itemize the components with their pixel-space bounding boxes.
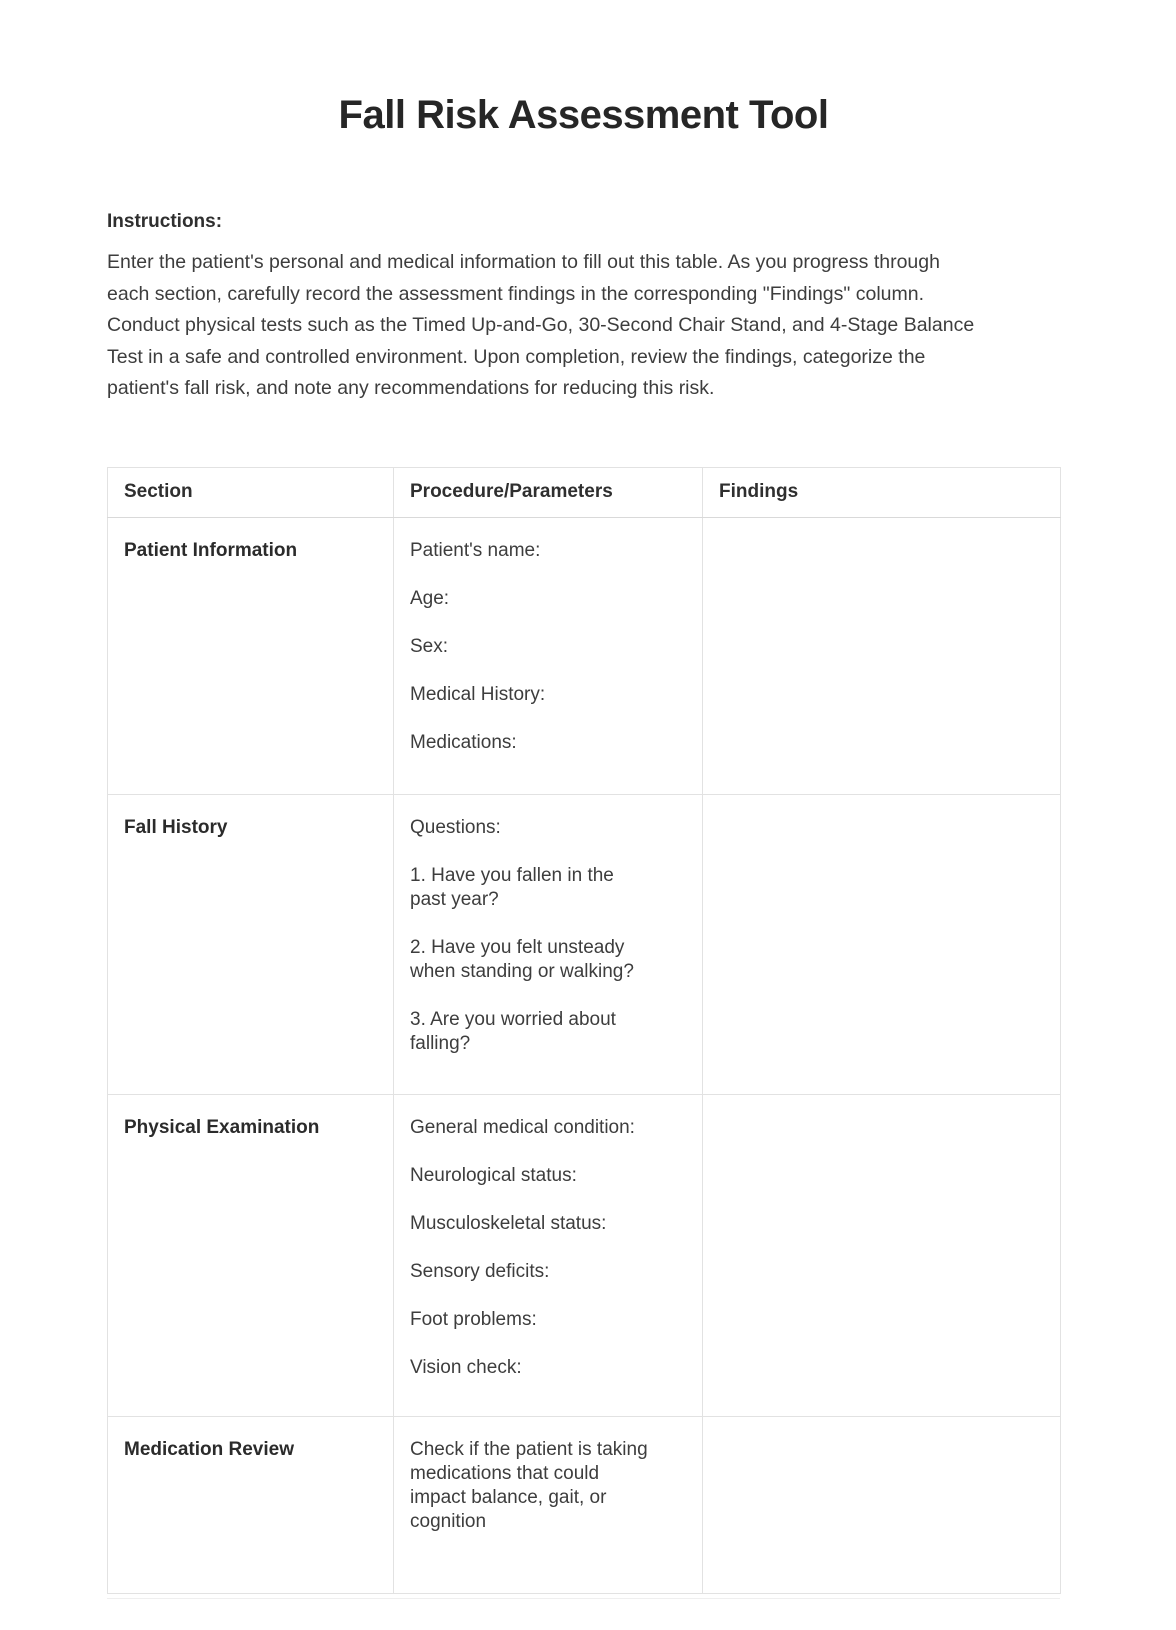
findings-cell <box>703 794 1061 1094</box>
assessment-table <box>107 467 1061 1594</box>
parameter-item: Neurological status: <box>410 1164 577 1186</box>
parameter-item: 3. Are you worried about falling? <box>410 1008 616 1054</box>
column-header-procedure-parameters: Procedure/Parameters <box>394 467 703 517</box>
table-header-row <box>108 467 1061 517</box>
parameter-item: Age: <box>410 587 450 609</box>
findings-cell <box>703 1416 1061 1593</box>
parameter-item: Medical History: <box>410 683 546 705</box>
table-row-patient-information <box>108 517 1061 794</box>
table-row-medication-review <box>108 1416 1061 1593</box>
parameters-cell <box>394 794 703 1094</box>
parameters-cell <box>394 1094 703 1416</box>
parameter-item: Medications: <box>410 731 517 753</box>
parameter-item: Check if the patient is taking medications that could impact balance, gait, or cognition <box>410 1438 648 1532</box>
column-header-section: Section <box>108 467 394 517</box>
parameter-item: Musculoskeletal status: <box>410 1212 607 1234</box>
page-title: Fall Risk Assessment Tool <box>338 93 829 137</box>
table-row-physical-examination <box>108 1094 1061 1416</box>
column-header-findings: Findings <box>703 467 1061 517</box>
parameter-item: Vision check: <box>410 1356 522 1378</box>
parameter-item: 1. Have you fallen in the past year? <box>410 864 614 910</box>
parameters-cell <box>394 517 703 794</box>
findings-cell <box>703 1094 1061 1416</box>
table-row-fall-history <box>108 794 1061 1094</box>
parameters-cell <box>394 1416 703 1593</box>
parameter-item: Sensory deficits: <box>410 1260 550 1282</box>
section-cell: Patient Information <box>108 517 394 794</box>
parameter-item: 2. Have you felt unsteady when standing or walking? <box>410 936 634 982</box>
parameter-item: Foot problems: <box>410 1308 537 1330</box>
instructions-paragraph: Enter the patient's personal and medical information to fill out this table. As you progress through each section, carefully record the assessment findings in the corresponding "Findings" column. Conduct physical tests such as the Timed Up-and-Go, 30-Second Chair Stand, and 4-Stage Balance Test in a safe and controlled environment. Upon completion, review the findings, categorize the patient's fall risk, and note any recommendations for reducing this risk. <box>107 251 975 399</box>
findings-cell <box>703 517 1061 794</box>
parameter-item: Questions: <box>410 816 501 838</box>
section-cell: Fall History <box>108 794 394 1094</box>
parameter-item: Sex: <box>410 635 449 657</box>
section-cell: Medication Review <box>108 1416 394 1593</box>
section-cell: Physical Examination <box>108 1094 394 1416</box>
instructions-heading: Instructions: <box>107 211 223 232</box>
parameter-item: General medical condition: <box>410 1116 635 1138</box>
parameter-item: Patient's name: <box>410 539 541 561</box>
page-bottom-shadow <box>107 1598 1060 1599</box>
